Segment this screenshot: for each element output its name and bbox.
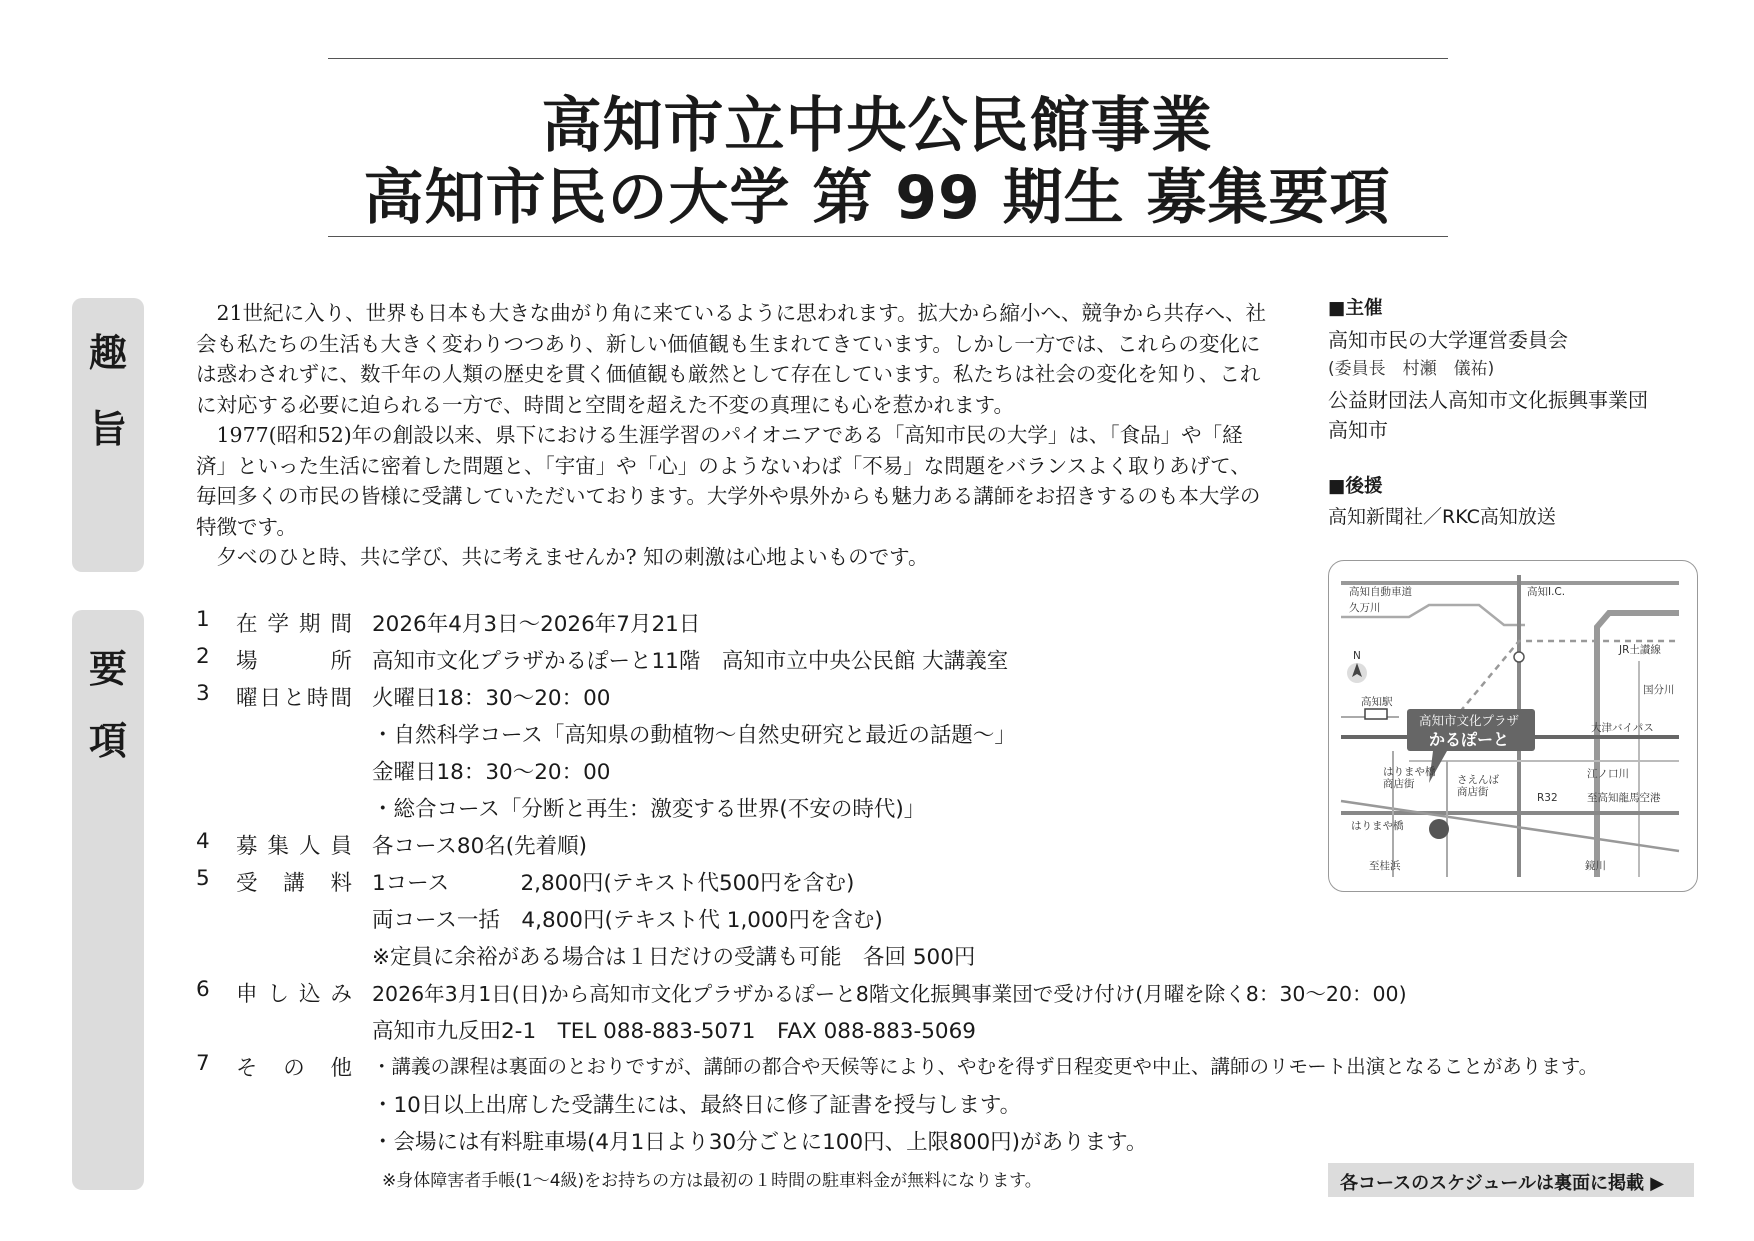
map-label-bypass: 大津バイパス — [1591, 722, 1654, 734]
organizer-2: 公益財団法人高知市文化振興事業団 — [1328, 388, 1648, 412]
ic-marker — [1514, 652, 1524, 662]
intro-paragraph: 21世紀に入り、世界も日本も大きな曲がり角に来ているように思われます。拡大から縮小へ、競争から共存へ、社会も私たちの生活も大きく変わりつつあり、新しい価値観も生まれてきています。しかし一方では、これらの変化には惑わされずに、数千年の人類の歴史を貫く価値観も厳然として存在しています。私たちは社会の変化を知り、これに対応する必要に迫られる一方で、時間と空間を超えた不変の真理にも心を惹かれます。 — [196, 301, 1266, 417]
req-num: 1 — [196, 607, 210, 632]
station-marker — [1365, 709, 1387, 719]
map-label-saenba-1: さえんば — [1457, 774, 1499, 786]
req-value: 1コース 2,800円(テキスト代500円を含む) — [372, 871, 855, 896]
tab-requirements — [72, 610, 144, 1190]
map-label-r32: R32 — [1537, 792, 1558, 804]
map-graphic — [1329, 561, 1697, 891]
req-value: ・講義の課程は裏面のとおりですが、講師の都合や天候等により、やむを得ず日程変更や中止、講師のリモート出演となることがあります。 — [372, 1055, 1599, 1078]
schedule-note-text: 各コースのスケジュールは裏面に掲載 ▶ — [1340, 1173, 1665, 1194]
req-5-note: ※定員に余裕がある場合は１日だけの受講も可能 各回 500円 — [372, 945, 976, 970]
organizer-3: 高知市 — [1328, 418, 1388, 442]
tab-req-char-1: 要 — [88, 647, 127, 691]
map-label-kumagawa: 久万川 — [1349, 602, 1381, 614]
tab-req-char-2: 項 — [88, 719, 127, 763]
top-rule — [328, 58, 1448, 59]
tab-intro — [72, 298, 144, 572]
map-label-katsurahama: 至桂浜 — [1369, 860, 1401, 872]
organizer-1: 高知市民の大学運営委員会 — [1328, 328, 1568, 352]
map-label-station: 高知駅 — [1361, 696, 1393, 708]
map-label-enokuchi: 江ノ口川 — [1587, 768, 1629, 780]
map-venue-label-1: 高知市文化プラザ — [1419, 713, 1520, 728]
req-num: 5 — [196, 866, 210, 891]
req-label: 受講料 — [236, 871, 352, 896]
access-map — [1328, 560, 1698, 892]
req-value: 高知市文化プラザかるぽーと11階 高知市立中央公民館 大講義室 — [372, 649, 1009, 674]
req-num: 4 — [196, 829, 210, 854]
req-value: 火曜日18：30～20：00 — [372, 686, 611, 711]
schedule-note — [1328, 1163, 1694, 1197]
req-label: 場所 — [236, 649, 352, 674]
map-label-harimaya-shoten-1: はりまや橋 — [1383, 766, 1436, 778]
organizer-heading: ■主催 — [1328, 298, 1383, 319]
req-3-course-1: ・自然科学コース「高知県の動植物～自然史研究と最近の話題～」 — [372, 723, 1016, 748]
req-label: 申し込み — [236, 982, 352, 1007]
req-value: 2026年3月1日(日)から高知市文化プラザかるぽーと8階文化振興事業団で受け付け(月曜を除く8：30～20：00) — [372, 982, 1407, 1006]
venue-marker — [1429, 819, 1449, 839]
map-label-saenba-2: 商店街 — [1457, 786, 1489, 798]
map-venue-label-2: かるぽーと — [1429, 730, 1510, 749]
tab-intro-char-2: 旨 — [88, 407, 127, 451]
req-label: 募集人員 — [236, 834, 352, 859]
req-num: 3 — [196, 681, 210, 706]
support: 高知新聞社／RKC高知放送 — [1328, 506, 1556, 528]
title-line-1: 高知市立中央公民館事業 — [541, 91, 1213, 161]
map-label-kagamigawa: 鏡川 — [1585, 860, 1606, 872]
req-label: その他 — [236, 1056, 352, 1081]
req-value: 2026年4月3日～2026年7月21日 — [372, 612, 701, 637]
map-label-ic: 高知I.C. — [1527, 586, 1566, 598]
title-line-2: 高知市民の大学 第 99 期生 募集要項 — [363, 163, 1391, 233]
map-label-expressway: 高知自動車道 — [1349, 586, 1412, 598]
req-label: 曜日と時間 — [236, 686, 352, 711]
support-heading: ■後援 — [1328, 476, 1383, 497]
req-label: 在学期間 — [236, 612, 352, 637]
map-label-jr: JR土讃線 — [1619, 644, 1661, 656]
req-7-certificate: ・10日以上出席した受講生には、最終日に修了証書を授与します。 — [372, 1093, 1022, 1118]
map-label-harimaya-shoten-2: 商店街 — [1383, 778, 1415, 790]
intro-text — [196, 298, 1266, 573]
map-label-north: N — [1353, 650, 1361, 662]
intro-paragraph: 夕べのひと時、共に学び、共に考えませんか? 知の刺激は心地よいものです。 — [216, 545, 929, 569]
req-num: 7 — [196, 1051, 210, 1076]
req-7-parking-note: ※身体障害者手帳(1～4級)をお持ちの方は最初の１時間の駐車料金が無料になります。 — [382, 1171, 1042, 1191]
intro-paragraph: 1977(昭和52)年の創設以来、県下における生涯学習のパイオニアである「高知市民の大学」は、「食品」や「経済」といった生活に密着した問題と、「宇宙」や「心」のようないわば「不易」な問題をバランスよく取りあげて、毎回多くの市民の皆様に受講していただいております。大学外や県外からも魅力ある講師をお招きするのも本大学の特徴です。 — [196, 423, 1261, 539]
bottom-rule — [328, 236, 1448, 237]
req-num: 6 — [196, 977, 210, 1002]
map-label-ryoma: 至高知龍馬空港 — [1587, 792, 1661, 804]
req-3-day-2: 金曜日18：30～20：00 — [372, 760, 611, 785]
req-value: 各コース80名(先着順) — [372, 834, 588, 859]
map-label-kokubu: 国分川 — [1643, 684, 1675, 696]
tab-intro-char-1: 趣 — [88, 331, 127, 375]
req-5-both: 両コース一括 4,800円(テキスト代 1,000円を含む) — [372, 908, 883, 933]
organizer-1-note: (委員長 村瀬 儀祐) — [1328, 359, 1495, 379]
req-6-address: 高知市九反田2-1 TEL 088-883-5071 FAX 088-883-5069 — [372, 1019, 976, 1044]
req-num: 2 — [196, 644, 210, 669]
map-label-harimaya: はりまや橋 — [1351, 820, 1404, 832]
req-3-course-2: ・総合コース「分断と再生：激変する世界(不安の時代)」 — [372, 797, 926, 822]
req-7-parking: ・会場には有料駐車場(4月1日より30分ごとに100円、上限800円)があります。 — [372, 1130, 1148, 1155]
